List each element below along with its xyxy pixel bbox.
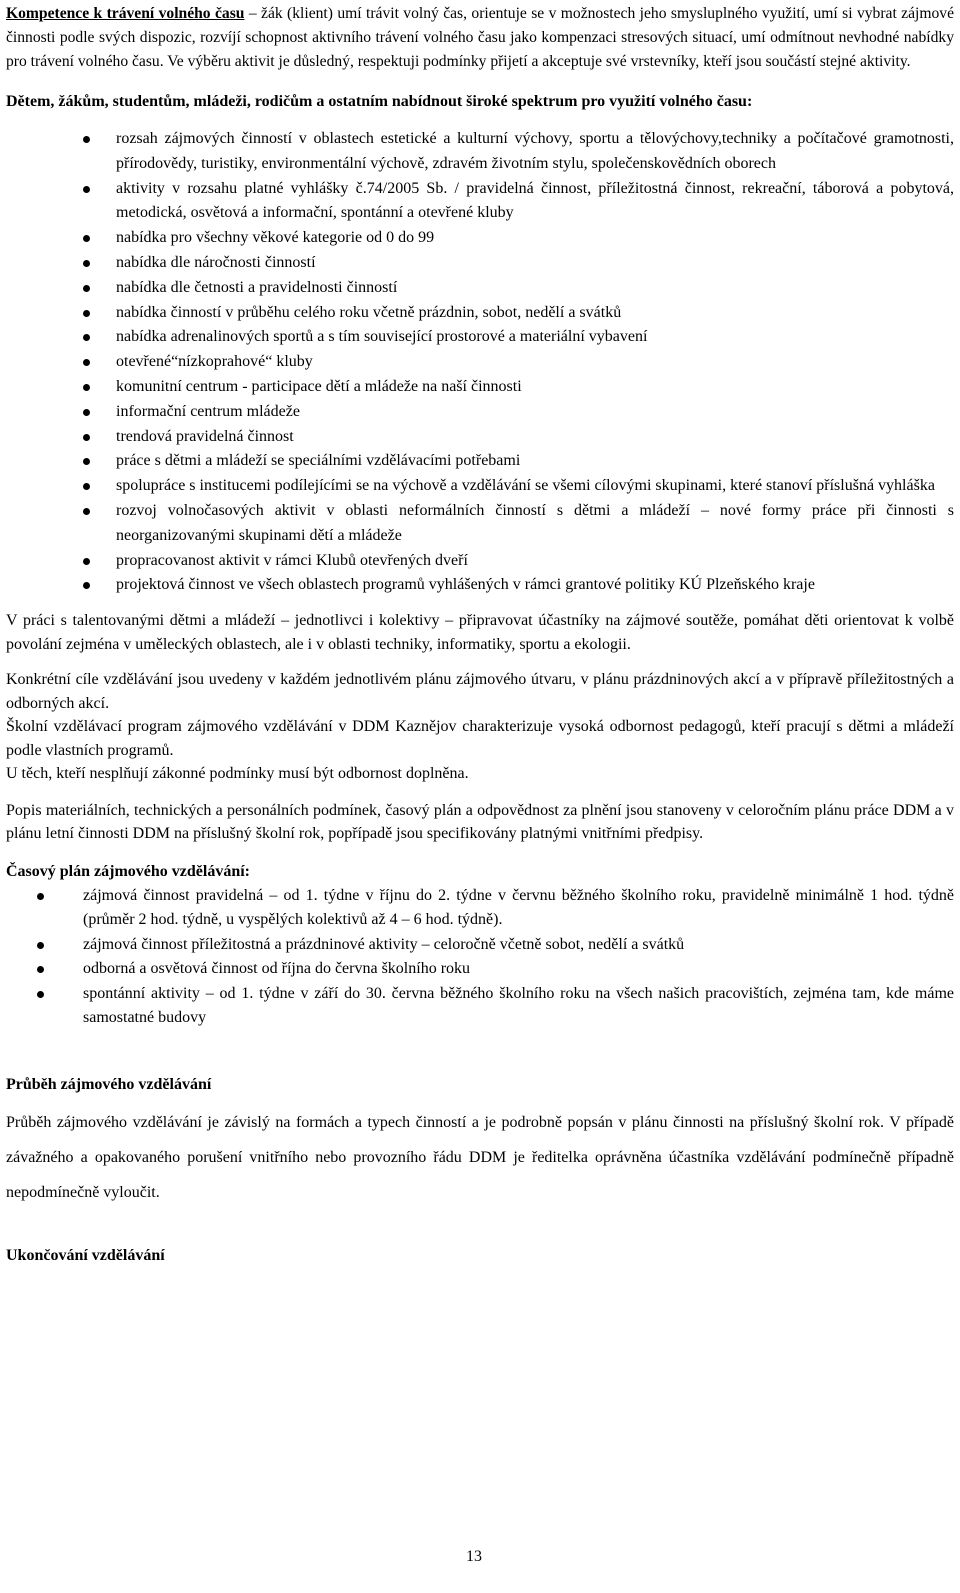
list-item: propracovanost aktivit v rámci Klubů otevřených dveří	[6, 549, 954, 574]
list-item: spolupráce s institucemi podílejícími se na výchově a vzdělávání se všemi cílovými skupinami, které stanoví příslušná vyhláška	[6, 474, 954, 499]
schedule-heading: Časový plán zájmového vzdělávání:	[6, 862, 250, 880]
intro-text: – žák (klient) umí trávit volný čas, orientuje se v možnostech jeho smysluplného využití, umí si vybrat zájmové činnosti podle svých dispozic, rozvíjí schopnost aktivního trávení volného času jako kompenzaci stresových situací, umí odmítnout nevhodné nabídky pro trávení volného času. Ve výběru aktivit je důsledný, respektuji podmínky přijetí a akceptuje své vrstevníky, kteří jsou součástí stejné aktivity.	[6, 5, 954, 70]
list-item: trendová pravidelná činnost	[6, 425, 954, 450]
conditions-paragraph: Popis materiálních, technických a personálních podmínek, časový plán a odpovědnost za plnění jsou stanoveny v celoročním plánu práce DDM a v plánu letní činnosti DDM na příslušný školní rok, popřípadě jsou specifikovány platnými vnitřními předpisy.	[6, 801, 954, 843]
offer-heading: Dětem, žákům, studentům, mládeži, rodičům a ostatním nabídnout široké spektrum pro využití volného času:	[6, 93, 753, 110]
progress-heading: Průběh zájmového vzdělávání	[6, 1075, 212, 1093]
list-item: nabídka pro všechny věkové kategorie od 0 do 99	[6, 226, 954, 251]
list-item: rozsah zájmových činností v oblastech estetické a kulturní výchovy, sportu a tělovýchovy,techniky a počítačové gramotnosti, přírodovědy, turistiky, environmentální výchově, zdravém životním stylu, společenskovědních oborech	[6, 127, 954, 177]
list-item: komunitní centrum - participace dětí a mládeže na naší činnosti	[6, 375, 954, 400]
goals-line-2: Školní vzdělávací program zájmového vzdělávání v DDM Kaznějov charakterizuje vysoká odbornost pedagogů, kteří pracují s dětmi a mládeží podle vlastních programů.	[6, 718, 954, 759]
list-item: otevřené“nízkoprahové“ kluby	[6, 350, 954, 375]
list-item: nabídka činností v průběhu celého roku včetně prázdnin, sobot, nedělí a svátků	[6, 301, 954, 326]
offer-list	[6, 127, 954, 598]
list-item: nabídka dle četnosti a pravidelnosti činností	[6, 276, 954, 301]
ending-heading: Ukončování vzdělávání	[6, 1246, 165, 1264]
list-item: práce s dětmi a mládeží se speciálními vzdělávacími potřebami	[6, 449, 954, 474]
list-item: informační centrum mládeže	[6, 400, 954, 425]
list-item: rozvoj volnočasových aktivit v oblasti neformálních činností s dětmi a mládeží – nové formy práce při činnosti s neorganizovanými skupinami dětí a mládeže	[6, 499, 954, 549]
goals-line-1: Konkrétní cíle vzdělávání jsou uvedeny v každém jednotlivém plánu zájmového útvaru, v plánu prázdninových akcí a v přípravě příležitostných a odborných akcí.	[6, 671, 954, 712]
goals-line-3: U těch, kteří nesplňují zákonné podmínky musí být odbornost doplněna.	[6, 765, 469, 783]
intro-paragraph	[6, 2, 954, 74]
list-item: zájmová činnost pravidelná – od 1. týdne v říjnu do 2. týdne v červnu běžného školního roku, pravidelně minimálně 1 hod. týdně (průměr 2 hod. týdně, u vyspělých kolektivů až 4 – 6 hod. týdně).	[6, 884, 954, 933]
list-item: projektová činnost ve všech oblastech programů vyhlášených v rámci grantové politiky KÚ Plzeňského kraje	[6, 573, 954, 598]
page-number: 13	[466, 1548, 482, 1565]
list-item: odborná a osvětová činnost od října do června školního roku	[6, 957, 954, 982]
talented-paragraph: V práci s talentovanými dětmi a mládeží – jednotlivci i kolektivy – připravovat účastníky na zájmové soutěže, pomáhat děti orientovat k volbě povolání zejména v uměleckých oblastech, ale i v oblasti techniky, informatiky, sportu a ekologii.	[6, 612, 954, 653]
list-item: zájmová činnost příležitostná a prázdninové aktivity – celoročně včetně sobot, nedělí a svátků	[6, 933, 954, 958]
list-item: nabídka dle náročnosti činností	[6, 251, 954, 276]
progress-paragraph: Průběh zájmového vzdělávání je závislý na formách a typech činností a je podrobně popsán v plánu činnosti na příslušný školní rok. V případě závažného a opakovaného porušení vnitřního nebo provozního řádu DDM je ředitelka oprávněna účastníka vzdělávání podmínečně případně nepodmínečně vyloučit.	[6, 1113, 954, 1201]
list-item: aktivity v rozsahu platné vyhlášky č.74/2005 Sb. / pravidelná činnost, příležitostná činnost, rekreační, táborová a pobytová, metodická, osvětová a informační, spontánní a otevřené kluby	[6, 177, 954, 227]
document-page	[6, 2, 954, 1268]
list-item: spontánní aktivity – od 1. týdne v září do 30. června běžného školního roku na všech našich pracovištích, zejména tam, kde máme samostatné budovy	[6, 982, 954, 1031]
list-item: nabídka adrenalinových sportů a s tím související prostorové a materiální vybavení	[6, 325, 954, 350]
schedule-list	[6, 884, 954, 1031]
intro-heading: Kompetence k trávení volného času	[6, 5, 245, 22]
